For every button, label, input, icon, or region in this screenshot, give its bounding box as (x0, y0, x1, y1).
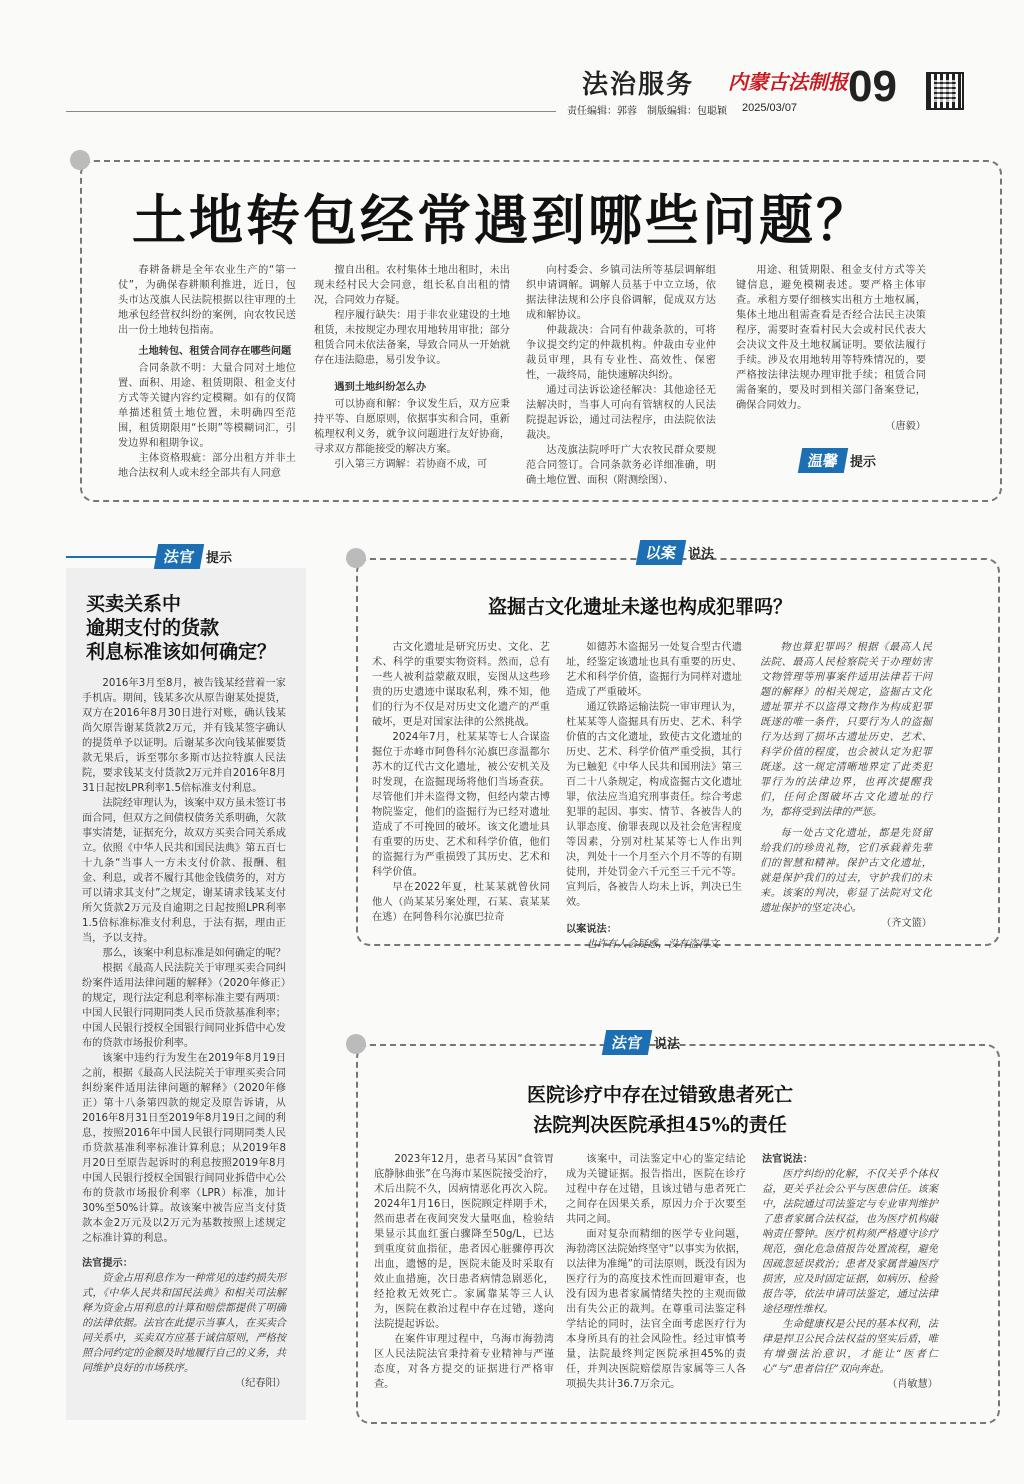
paragraph: 该案中，司法鉴定中心的鉴定结论成为关键证据。报告指出，医院在诊疗过程中存在过错，且该过错与患者死亡之间存在因果关系，原因力介于次要至共同之间。 (566, 1154, 746, 1225)
tag-rest: 说法 (688, 547, 715, 562)
paragraph: 春耕备耕是全年农业生产的“第一仗”，为确保春耕顺利推进，近日，包头市达茂旗人民法院根据以往审理的土地承包经营权纠纷的案例，向农牧民送出一份土地转包指南。 (118, 265, 296, 336)
top-col-1 (118, 263, 296, 481)
note-title: 法官说法： (762, 1153, 813, 1165)
column-title: 法治服务 (582, 70, 695, 100)
case-col-1 (372, 640, 550, 925)
paragraph: 合同条款不明：大量合同对土地位置、面积、用途、租赁期限、租金支付方式等关键内容约定模糊。如有的仅简单描述租赁土地位置，未明确四至范围，租赁期限用“长期”等模糊词汇，引发边界和租期争议。 (118, 363, 296, 449)
author: （纪春阳） (235, 1378, 286, 1389)
paragraph: 2024年7月，杜某某等七人合谋盗掘位于赤峰市阿鲁科尔沁旗巴彦温都尔苏木的辽代古文化遗址，被公安机关及时发现，在盗掘现场将他们当场查获。尽管他们并未盗得文物，但经内蒙古博物院鉴定，他们的盗掘行为已经对遗址造成了不可挽回的破坏。该文化遗址具有重要的历史、艺术和科学价值，他们的盗掘行为严重损毁了其历史、艺术和科学价值。 (372, 732, 550, 878)
issue-date: 2025/03/07 (742, 102, 798, 114)
top-col-2 (314, 263, 510, 472)
paragraph: 古文化遗址是研究历史、文化、艺术、科学的重要实物资料。然而，总有一些人被利益蒙蔽双眼，妄图从这些珍贵的历史遗迹中谋取私利，殊不知，他们的行为不仅是对历史文化遗产的严重破坏，更是对国家法律的公然挑战。 (372, 642, 550, 728)
note-text: 生命健康权是公民的基本权利，法律是捍卫公民合法权益的坚实后盾，唯有增强法治意识，才能让“医者仁心”与“患者信任”双向奔赴。 (762, 1319, 938, 1375)
left-headline (86, 592, 276, 664)
note-text: 也许有人会疑惑，没有盗得文 (586, 939, 719, 950)
tag-rest: 说法 (654, 1037, 681, 1052)
note-text: 资金占用利息作为一种常见的违约损失形式，《中华人民共和国民法典》和相关司法解释为资金占用利息的计算和赔偿都提供了明确的法律依据。法官在此提示当事人，在买卖合同关系中，买卖双方应基于诚信原则，严格按照合同约定的金额及时地履行自己的义务，共同维护良好的市场秩序。 (82, 1273, 286, 1374)
paragraph: 用途、租赁期限、租金支付方式等关键信息，避免模糊表述。要严格主体审查。承租方要仔细核实出租方土地权属，集体土地出租需查看是否经合法民主决策程序，需要时查看村民大会或村民代表大会决议文件及土地权属证明。要依法履行手续。涉及农用地转用等特殊情况的，要严格按法律法规办理审批手续；租赁合同需备案的，要及时到相关部门备案登记，确保合同效力。 (736, 265, 926, 411)
headline-line: 法院判决医院承担45%的责任 (533, 1114, 787, 1136)
author: （肖敏慧） (887, 1379, 938, 1390)
paragraph: 面对复杂而精细的医学专业问题，海勃湾区法院始终坚守“以事实为依据，以法律为准绳”的司法原则，既没有因为医疗行为的高度技术性而回避审查，也没有因为患者家属情绪失控的主观而做出有失公正的裁判。在尊重司法鉴定科学结论的同时，法官全面考虑医疗行为本身所具有的社会风险性。经过审慎考量，法院最终判定医院承担45%的责任，并判决医院赔偿原告家属等三人各项损失共计36.7万余元。 (566, 1229, 746, 1390)
page-number: 09 (848, 62, 897, 111)
judge-tip-tag (66, 544, 306, 569)
paragraph: 通过司法诉讼途径解决：其他途径无法解决时，当事人可向有管辖权的人民法院提起诉讼，通过司法程序，由法院依法裁决。 (526, 385, 716, 441)
note-text: 每一处古文化遗址，都是先贤留给我们的珍贵礼物，它们承载着先辈们的智慧和精神。保护古文化遗址，就是保护我们的过去，守护我们的未来。该案的判决，彰显了法院对文化遗址保护的坚定决心。 (760, 828, 932, 914)
judge-says-tag (604, 1030, 680, 1055)
case-headline: 盗掘古文化遗址未遂也构成犯罪吗？ (488, 596, 793, 618)
case-col-2 (566, 640, 742, 952)
paper-logo: 内蒙古法制报 (728, 70, 848, 94)
author: （齐文篮） (881, 918, 932, 929)
paragraph: 该案中违约行为发生在2019年8月19日之前，根据《最高人民法院关于审理买卖合同纠纷案件适用法律问题的解释》（2020年修正）第十八条第四款的规定及原告诉请，从2016年8月31日至2019年8月19日之间的利息，按照2016年中国人民银行同期同类人民币贷款基准利率标准计算利息；从2019年8月20日至原告起诉时的利息按照2019年8月中国人民银行授权全国银行间同业拆借中心公布的贷款市场报价利率（LPR）标准，加计30%至50%计算。故该案中被告应当支付货款本金2万元及以2万元为基数按照上述规定之标准计算的利息。 (82, 1053, 286, 1244)
top-col-4 (736, 263, 926, 434)
paragraph: 2016年3月至8月，被告钱某经营着一家手机店。期间，钱某多次从原告谢某处提货，双方在2016年8月30日进行对账，确认钱某尚欠原告谢某货款2万元，并有钱某签字确认的提货单予以证明。后谢某多次向钱某催要货款无果后，诉至鄂尔多斯市达拉特旗人民法院，要求钱某支付货款2万元并自2016年8月31日起按LPR利率1.5倍标准支付利息。 (82, 678, 286, 794)
tag-line (66, 556, 156, 558)
box-corner-dot (70, 150, 90, 170)
note-title: 法官提示： (82, 1258, 133, 1269)
tag-pill: 法官 (154, 544, 204, 569)
left-body (82, 676, 286, 1391)
note-title: 以案说法： (566, 924, 617, 935)
paragraph: 根据《最高人民法院关于审理买卖合同纠纷案件适用法律问题的解释》（2020年修正）的规定，现行法定利息利率标准主要有两项：中国人民银行同期同类人民币贷款基准利率；中国人民银行授权全国银行间同业拆借中心发布的贷款市场报价利率。 (82, 963, 286, 1049)
paragraph: 2023年12月，患者马某因“食管胃底静脉曲张”在乌海市某医院接受治疗，术后出院不久，因病情恶化再次入院。2024年1月16日，医院顾定样期手术，然而患者在夜间突发大量呕血，检验结果显示其血红蛋白骤降至50g/L，已达到重度贫血指征，患者因心脏骤停再次出血，遗憾的是，医院未能及时采取有效止血措施，次日患者病情急剧恶化，经抢救无效死亡。家属靠某等三人认为，医院在救治过程中存在过错，遂向法院提起诉讼。 (374, 1154, 554, 1330)
paragraph: 如德苏木盗掘另一处复合型古代遗址，经鉴定该遗址也具有重要的历史、艺术和科学价值，盗掘行为同样对遗址造成了严重破坏。 (566, 642, 742, 698)
paragraph: 早在2022年夏，杜某某就曾伙同他人（尚某某另案处理，石某、袁某某在逃）在阿鲁科尔沁旗巴拉奇 (372, 882, 550, 923)
headline-line: 逾期支付的货款 (86, 617, 220, 639)
case-col-3 (760, 640, 932, 931)
tag-rest: 提示 (206, 551, 233, 566)
paragraph: 仲裁裁决：合同有仲裁条款的，可将争议提交约定的仲裁机构。仲裁由专业仲裁员审理，具有专业性、高效性、保密性，一裁终局，能快速解决纠纷。 (526, 325, 716, 381)
subheading: 土地转包、租赁合同存在哪些问题 (138, 346, 292, 357)
paragraph: 擅自出租。农村集体土地出租时，未出现未经村民大会同意，组长私自出租的情况，合同效力存疑。 (314, 265, 510, 306)
hospital-headline (510, 1080, 810, 1140)
tag-rest: 提示 (850, 455, 877, 470)
paragraph: 通辽铁路运输法院一审审理认为，杜某某等人盗掘具有历史、艺术、科学价值的古文化遗址，致使古文化遗址的历史、艺术、科学价值严重受损，其行为已触犯《中华人民共和国刑法》第三百二十八条规定，构成盗掘古文化遗址罪，依法应当追究刑事责任。综合考虑犯罪的起因、事实、情节、各被告人的认罪态度、偷罪表现以及社会危害程度等因素，分别对杜某某等七人作出判决，判处十一个月至六个月不等的有期徒刑，并处罚金六千元至三千元不等。宣判后，各被告人均未上诉，判决已生效。 (566, 702, 742, 908)
top-headline: 土地转包经常遇到哪些问题？ (132, 188, 873, 252)
paragraph: 主体资格瑕疵：部分出租方并非土地合法权利人或未经全部共有人同意 (118, 453, 296, 479)
headline-line: 医院诊疗中存在过错致患者死亡 (526, 1084, 793, 1106)
tag-pill: 法官 (602, 1030, 652, 1055)
top-col-3 (526, 263, 716, 488)
note-text: 物也算犯罪吗？根据《最高人民法院、最高人民检察院关于办理妨害文物管理等刑事案件适用法律若干问题的解释》的相关规定，盗掘古文化遗址罪并不以盗得文物作为构成犯罪既遂的唯一条件，只要行为人的盗掘行为达到了损坏古遗址历史、艺术、科学价值的程度，也会被认定为犯罪既遂。这一规定清晰地界定了此类犯罪行为的法律边界，也再次提醒我们，任何企图破坏古文化遗址的行为，都将受到法律的严惩。 (760, 642, 932, 818)
box-corner-dot (346, 1034, 366, 1054)
paragraph: 可以协商和解：争议发生后，双方应秉持平等、自愿原则，依据事实和合同，重新梳理权利义务，就争议问题进行友好协商，寻求双方都能接受的解决方案。 (314, 399, 510, 455)
case-tag (638, 540, 714, 565)
paragraph: 引入第三方调解：若协商不成，可 (334, 459, 488, 470)
note-text: 医疗纠纷的化解，不仅关乎个体权益，更关乎社会公平与医患信任。该案中，法院通过司法鉴定与专业审判维护了患者家属合法权益，也为医疗机构敲响责任警钟。医疗机构须严格遵守诊疗规范，强化危急值报告处置流程，避免因疏忽延误救治；患者及家属普遍医疗损害，应及时固定证据，如病历、检验报告等，依法申请司法鉴定，通过法律途径理性维权。 (762, 1169, 938, 1315)
masthead-rule (66, 111, 556, 112)
subheading: 遇到土地纠纷怎么办 (334, 382, 427, 393)
paragraph: 达茂旗法院呼吁广大农牧民群众要规范合同签订。合同条款务必详细准确，明确土地位置、面积（附测绘图）、 (526, 445, 716, 486)
hospital-col-3 (762, 1152, 938, 1392)
editors-line: 责任编辑：郭蓉 制版编辑：包聪颖 (567, 106, 727, 117)
paragraph: 那么，该案中利息标准是如何确定的呢？ (102, 948, 286, 959)
paragraph: 程序履行缺失：用于非农业建设的土地租赁，未按规定办理农用地转用审批；部分租赁合同未依法备案，导致合同从一开始就存在违法隐患，易引发争议。 (314, 310, 510, 366)
author: （唐毅） (885, 421, 926, 432)
box-corner-dot (346, 548, 366, 568)
headline-line: 利息标准该如何确定？ (86, 641, 277, 663)
tag-pill: 温馨 (798, 448, 848, 473)
paragraph: 在案件审理过程中，乌海市海勃湾区人民法院法官秉持着专业精神与严谨态度，对各方提交的证据进行严格审查。 (374, 1334, 554, 1390)
paragraph: 法院经审理认为，该案中双方虽未签订书面合同，但双方之间债权债务关系明确，欠款事实清楚，证据充分，故双方买卖合同关系成立。依照《中华人民共和国民法典》第五百七十九条“当事人一方未支付价款、报酬、租金、利息，或者不履行其他金钱债务的，对方可以请求其支付”之规定，谢某请求钱某支付所欠货款2万元及自逾期之日起按照LPR利率1.5倍标准标准支付利息，于法有据，理由正当，予以支持。 (82, 798, 286, 944)
tip-tag (800, 448, 876, 473)
tag-pill: 以案 (636, 540, 686, 565)
hospital-col-1 (374, 1152, 554, 1392)
paragraph: 向村委会、乡镇司法所等基层调解组织申请调解。调解人员基于中立立场，依据法律法规和公序良俗调解，促成双方达成和解协议。 (526, 265, 716, 321)
headline-line: 买卖关系中 (86, 593, 182, 615)
hospital-col-2 (566, 1152, 746, 1392)
qr-code-icon (926, 72, 964, 110)
